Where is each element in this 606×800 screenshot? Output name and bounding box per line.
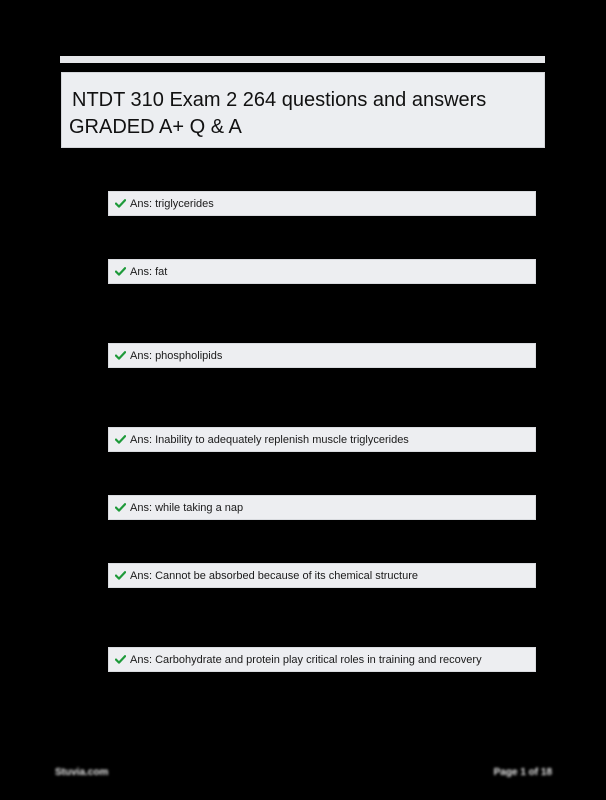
document-title-box — [61, 72, 545, 148]
footer-page-number: Page 1 of 18 — [493, 767, 552, 778]
checkmark-icon — [113, 653, 127, 667]
checkmark-icon — [113, 349, 127, 363]
answer-row — [108, 563, 536, 588]
checkmark-icon — [113, 501, 127, 515]
answer-row — [108, 427, 536, 452]
answer-text: Ans: triglycerides — [130, 197, 214, 210]
answer-text: Ans: fat — [130, 265, 168, 278]
answer-text: Ans: Cannot be absorbed because of its chemical structure — [130, 569, 418, 582]
document-title — [69, 87, 534, 141]
checkmark-icon — [113, 569, 127, 583]
footer-site-name: Stuvia.com — [55, 767, 109, 778]
answer-text: Ans: phospholipids — [130, 349, 223, 362]
document-title-line-2: GRADED A+ Q & A — [69, 116, 242, 138]
checkmark-icon — [113, 433, 127, 447]
checkmark-icon — [113, 197, 127, 211]
answer-text: Ans: Inability to adequately replenish muscle triglycerides — [130, 433, 409, 446]
answer-text: Ans: Carbohydrate and protein play critical roles in training and recovery — [130, 653, 482, 666]
answer-row — [108, 343, 536, 368]
answer-text: Ans: while taking a nap — [130, 501, 244, 514]
document-title-line-1: NTDT 310 Exam 2 264 questions and answers — [72, 89, 487, 111]
answer-row — [108, 647, 536, 672]
answer-row — [108, 191, 536, 216]
answer-row — [108, 259, 536, 284]
answer-row — [108, 495, 536, 520]
header-rule — [60, 56, 545, 63]
checkmark-icon — [113, 265, 127, 279]
